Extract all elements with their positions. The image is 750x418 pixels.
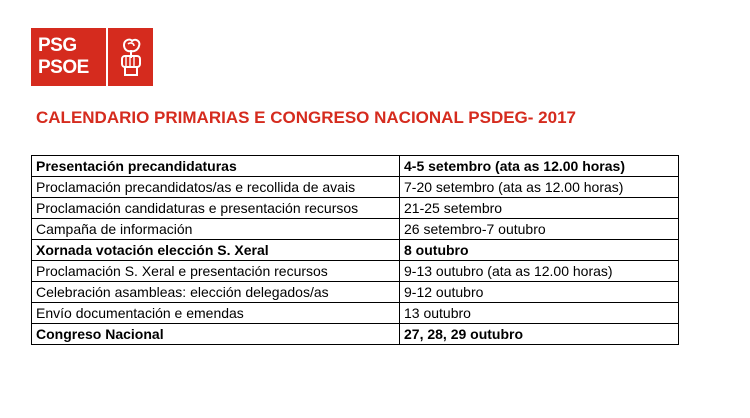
table-row <box>32 219 679 240</box>
table-row <box>32 303 679 324</box>
event-cell: Xornada votación elección S. Xeral <box>32 240 400 261</box>
event-cell: Celebración asambleas: elección delegados/as <box>32 282 400 303</box>
table-row <box>32 282 679 303</box>
psg-psoe-logo <box>31 28 153 86</box>
logo-text <box>31 28 106 86</box>
page-title: CALENDARIO PRIMARIAS E CONGRESO NACIONAL PSDEG- 2017 <box>36 108 576 127</box>
rose-fist-icon <box>108 28 153 86</box>
event-cell: Proclamación S. Xeral e presentación recursos <box>32 261 400 282</box>
event-cell: Envío documentación e emendas <box>32 303 400 324</box>
table-row <box>32 198 679 219</box>
event-cell: Congreso Nacional <box>32 324 400 345</box>
date-cell: 4-5 setembro (ata as 12.00 horas) <box>400 156 679 177</box>
logo-line-2: PSOE <box>38 57 89 78</box>
date-cell: 8 outubro <box>400 240 679 261</box>
date-cell: 21-25 setembro <box>400 198 679 219</box>
date-cell: 27, 28, 29 outubro <box>400 324 679 345</box>
event-cell: Proclamación precandidatos/as e recollida de avais <box>32 177 400 198</box>
event-cell: Presentación precandidaturas <box>32 156 400 177</box>
event-cell: Proclamación candidaturas e presentación recursos <box>32 198 400 219</box>
calendar-table <box>31 155 679 345</box>
table-row <box>32 177 679 198</box>
date-cell: 9-12 outubro <box>400 282 679 303</box>
table-row <box>32 324 679 345</box>
event-cell: Campaña de información <box>32 219 400 240</box>
logo-line-1: PSG <box>38 35 77 56</box>
table-row <box>32 240 679 261</box>
calendar-table-body <box>32 156 679 345</box>
date-cell: 26 setembro-7 outubro <box>400 219 679 240</box>
table-row <box>32 261 679 282</box>
date-cell: 13 outubro <box>400 303 679 324</box>
table-row <box>32 156 679 177</box>
date-cell: 9-13 outubro (ata as 12.00 horas) <box>400 261 679 282</box>
date-cell: 7-20 setembro (ata as 12.00 horas) <box>400 177 679 198</box>
